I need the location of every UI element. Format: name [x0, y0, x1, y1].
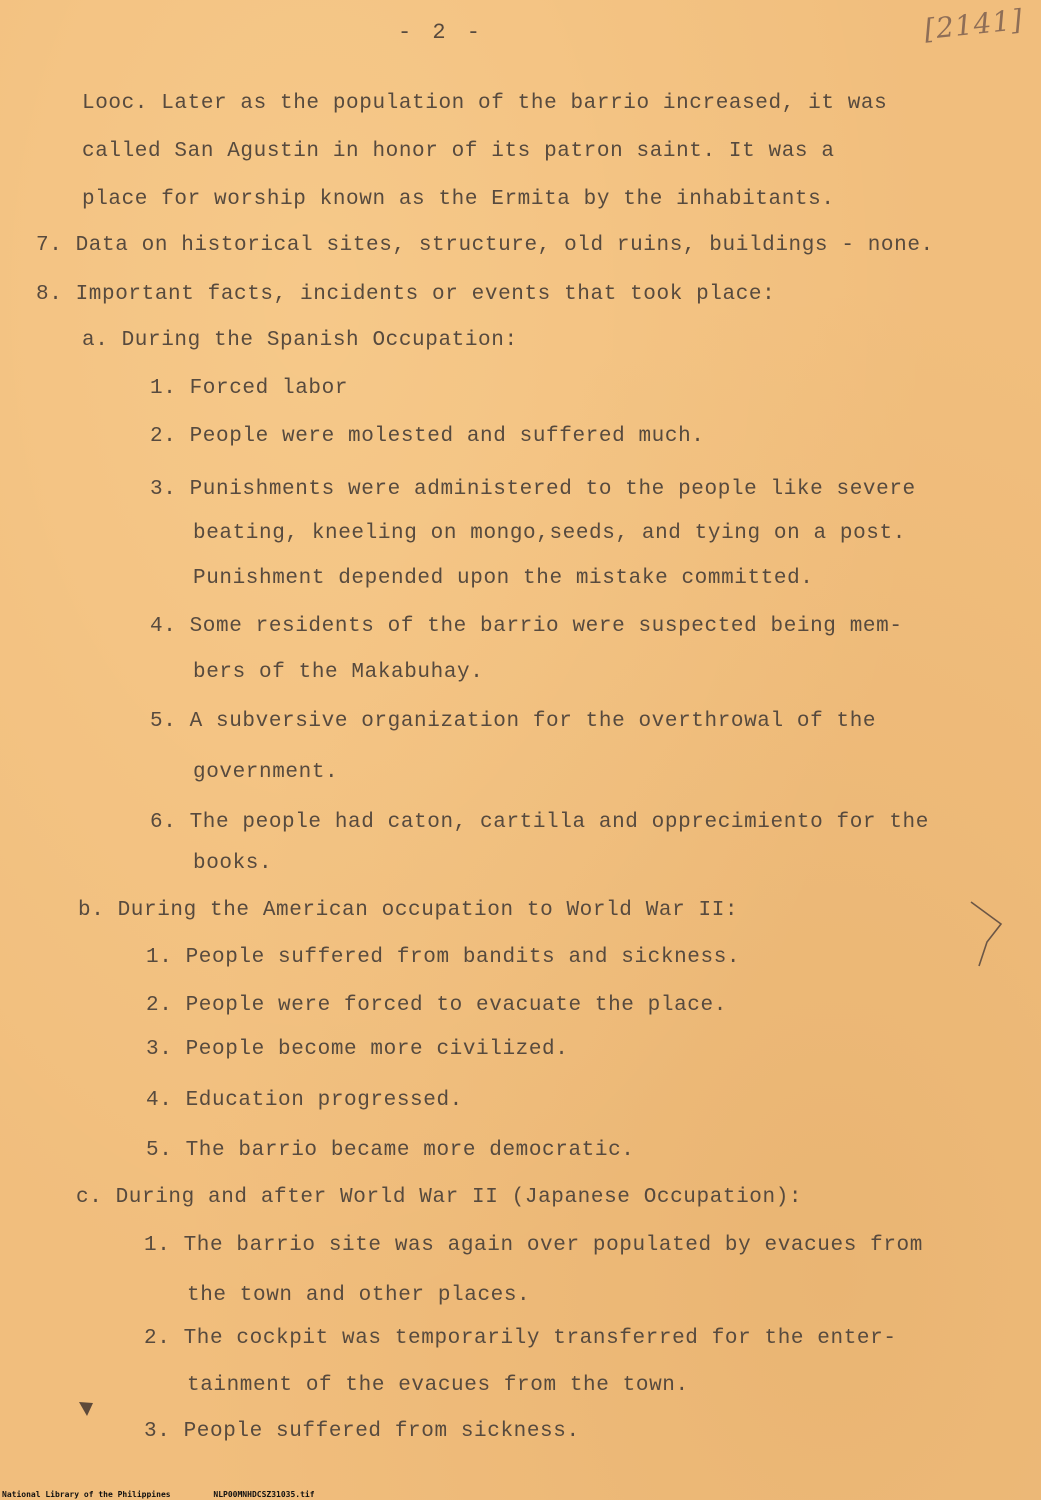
text-line: 5. A subversive organization for the overthrowal of the: [150, 710, 877, 733]
catalog-number: [2141]: [922, 2, 1025, 47]
text-line: Looc. Later as the population of the barrio increased, it was: [82, 92, 888, 115]
text-line: a. During the Spanish Occupation:: [82, 329, 518, 352]
text-line: 3. People become more civilized.: [146, 1038, 569, 1061]
ink-blot-icon: [78, 1400, 94, 1418]
text-line: 3. People suffered from sickness.: [144, 1420, 580, 1443]
pencil-check-mark: [967, 898, 1007, 970]
text-line: 1. Forced labor: [150, 377, 349, 400]
text-line: the town and other places.: [187, 1284, 531, 1307]
text-line: books.: [193, 852, 273, 875]
text-line: beating, kneeling on mongo,seeds, and tying on a post.: [193, 522, 906, 545]
text-line: 1. The barrio site was again over populated by evacues from: [144, 1234, 923, 1257]
text-line: 6. The people had caton, cartilla and opprecimiento for the: [150, 811, 929, 834]
text-line: 1. People suffered from bandits and sickness.: [146, 946, 741, 969]
text-line: 8. Important facts, incidents or events that took place:: [36, 283, 776, 306]
text-line: 3. Punishments were administered to the people like severe: [150, 478, 916, 501]
footer-filename: NLP00MNHDCSZ31035.tif: [213, 1490, 315, 1499]
footer: [2, 1490, 353, 1499]
text-line: c. During and after World War II (Japanese Occupation):: [76, 1186, 803, 1209]
footer-library: National Library of the Philippines: [2, 1490, 171, 1499]
text-line: 7. Data on historical sites, structure, old ruins, buildings - none.: [36, 234, 934, 257]
text-line: 4. Education progressed.: [146, 1089, 463, 1112]
text-line: called San Agustin in honor of its patron saint. It was a: [82, 140, 835, 163]
text-line: place for worship known as the Ermita by the inhabitants.: [82, 188, 835, 211]
text-line: tainment of the evacues from the town.: [187, 1374, 689, 1397]
text-line: 2. People were forced to evacuate the place.: [146, 994, 727, 1017]
text-line: 5. The barrio became more democratic.: [146, 1139, 635, 1162]
text-line: Punishment depended upon the mistake committed.: [193, 567, 814, 590]
text-line: 2. The cockpit was temporarily transferred for the enter-: [144, 1327, 897, 1350]
text-line: government.: [193, 761, 339, 784]
text-line: b. During the American occupation to World War II:: [78, 899, 739, 922]
text-line: 4. Some residents of the barrio were suspected being mem-: [150, 615, 903, 638]
text-line: bers of the Makabuhay.: [193, 661, 484, 684]
page-number: - 2 -: [398, 20, 485, 45]
text-line: 2. People were molested and suffered much.: [150, 425, 705, 448]
